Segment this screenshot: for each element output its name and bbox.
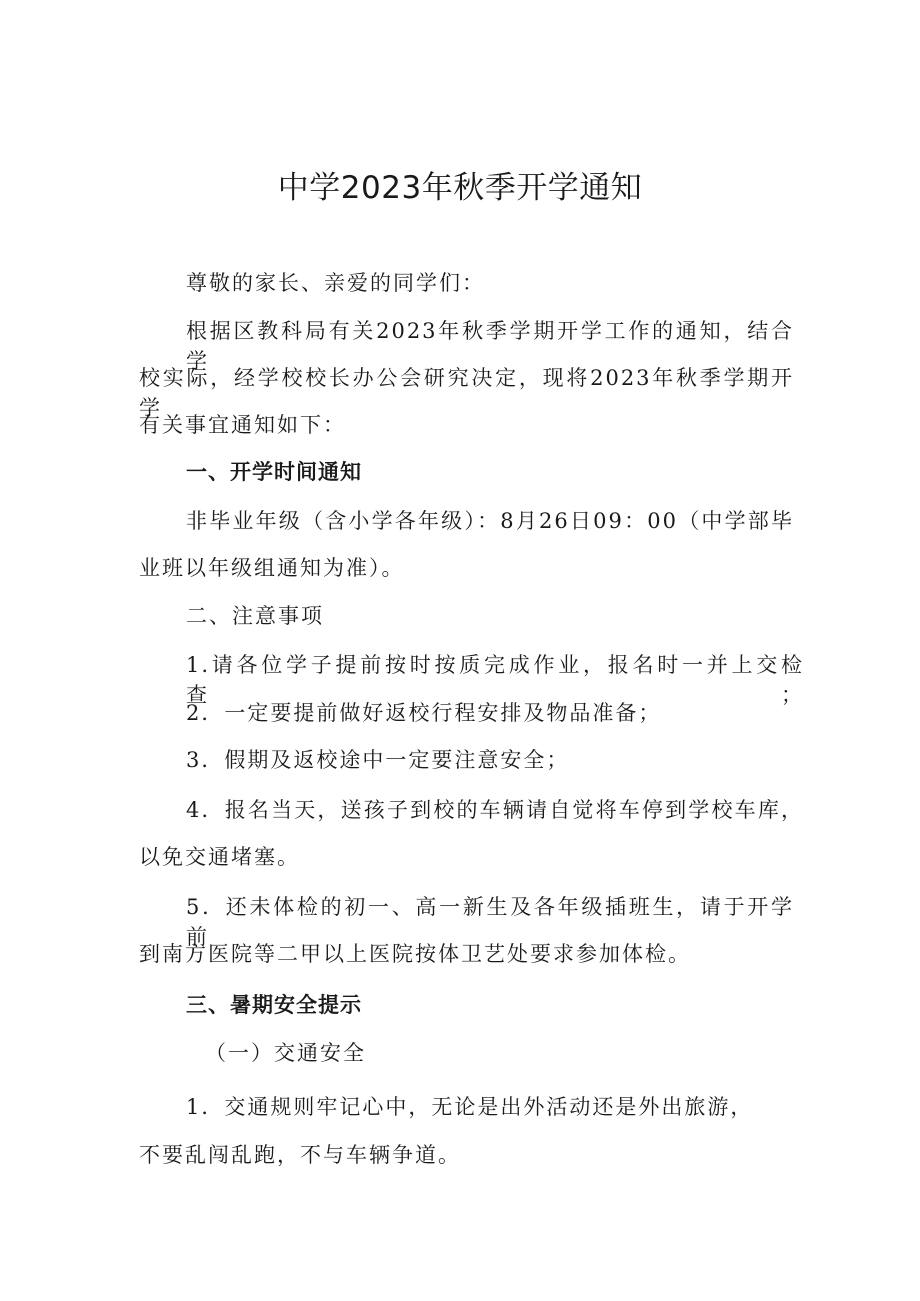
section-3-heading: 三、暑期安全提示 [186,993,362,1017]
section-2-heading: 二、注意事项 [186,604,324,628]
intro-line-3: 有关事宜通知如下： [139,413,346,437]
section-1-line-1: 非毕业年级（含小学各年级）：8月26日09：00（中学部毕 [186,509,794,533]
intro-line-1: 根据区教科局有关2023年秋季学期开学工作的通知，结合学 [186,319,794,373]
section-2-item-4-line-2: 以免交通堵塞。 [139,845,300,869]
salutation: 尊敬的家长、亲爱的同学们： [186,271,485,295]
section-2-item-1: 1.请各位学子提前按时按质完成作业，报名时一并上交检查； [186,653,804,707]
section-2-item-3: 3．假期及返校途中一定要注意安全； [186,748,570,772]
document-title: 中学2023年秋季开学通知 [277,170,643,206]
intro-line-2: 校实际，经学校校长办公会研究决定，现将2023年秋季学期开学 [139,366,794,420]
section-2-item-4-line-1: 4．报名当天，送孩子到校的车辆请自觉将车停到学校车库， [186,798,804,822]
section-1-heading: 一、开学时间通知 [186,460,362,484]
section-3-item-1-line-2: 不要乱闯乱跑，不与车辆争道。 [139,1143,461,1167]
section-2-item-5-line-2: 到南方医院等二甲以上医院按体卫艺处要求参加体检。 [139,942,691,966]
section-3-subheading: （一）交通安全 [205,1041,366,1065]
section-1-line-2: 业班以年级组通知为准）。 [139,556,405,580]
section-3-item-1-line-1: 1．交通规则牢记心中，无论是出外活动还是外出旅游， [186,1095,754,1119]
section-2-item-2: 2．一定要提前做好返校行程安排及物品准备； [186,701,662,725]
section-2-item-5-line-1: 5．还未体检的初一、高一新生及各年级插班生，请于开学前 [186,895,794,949]
